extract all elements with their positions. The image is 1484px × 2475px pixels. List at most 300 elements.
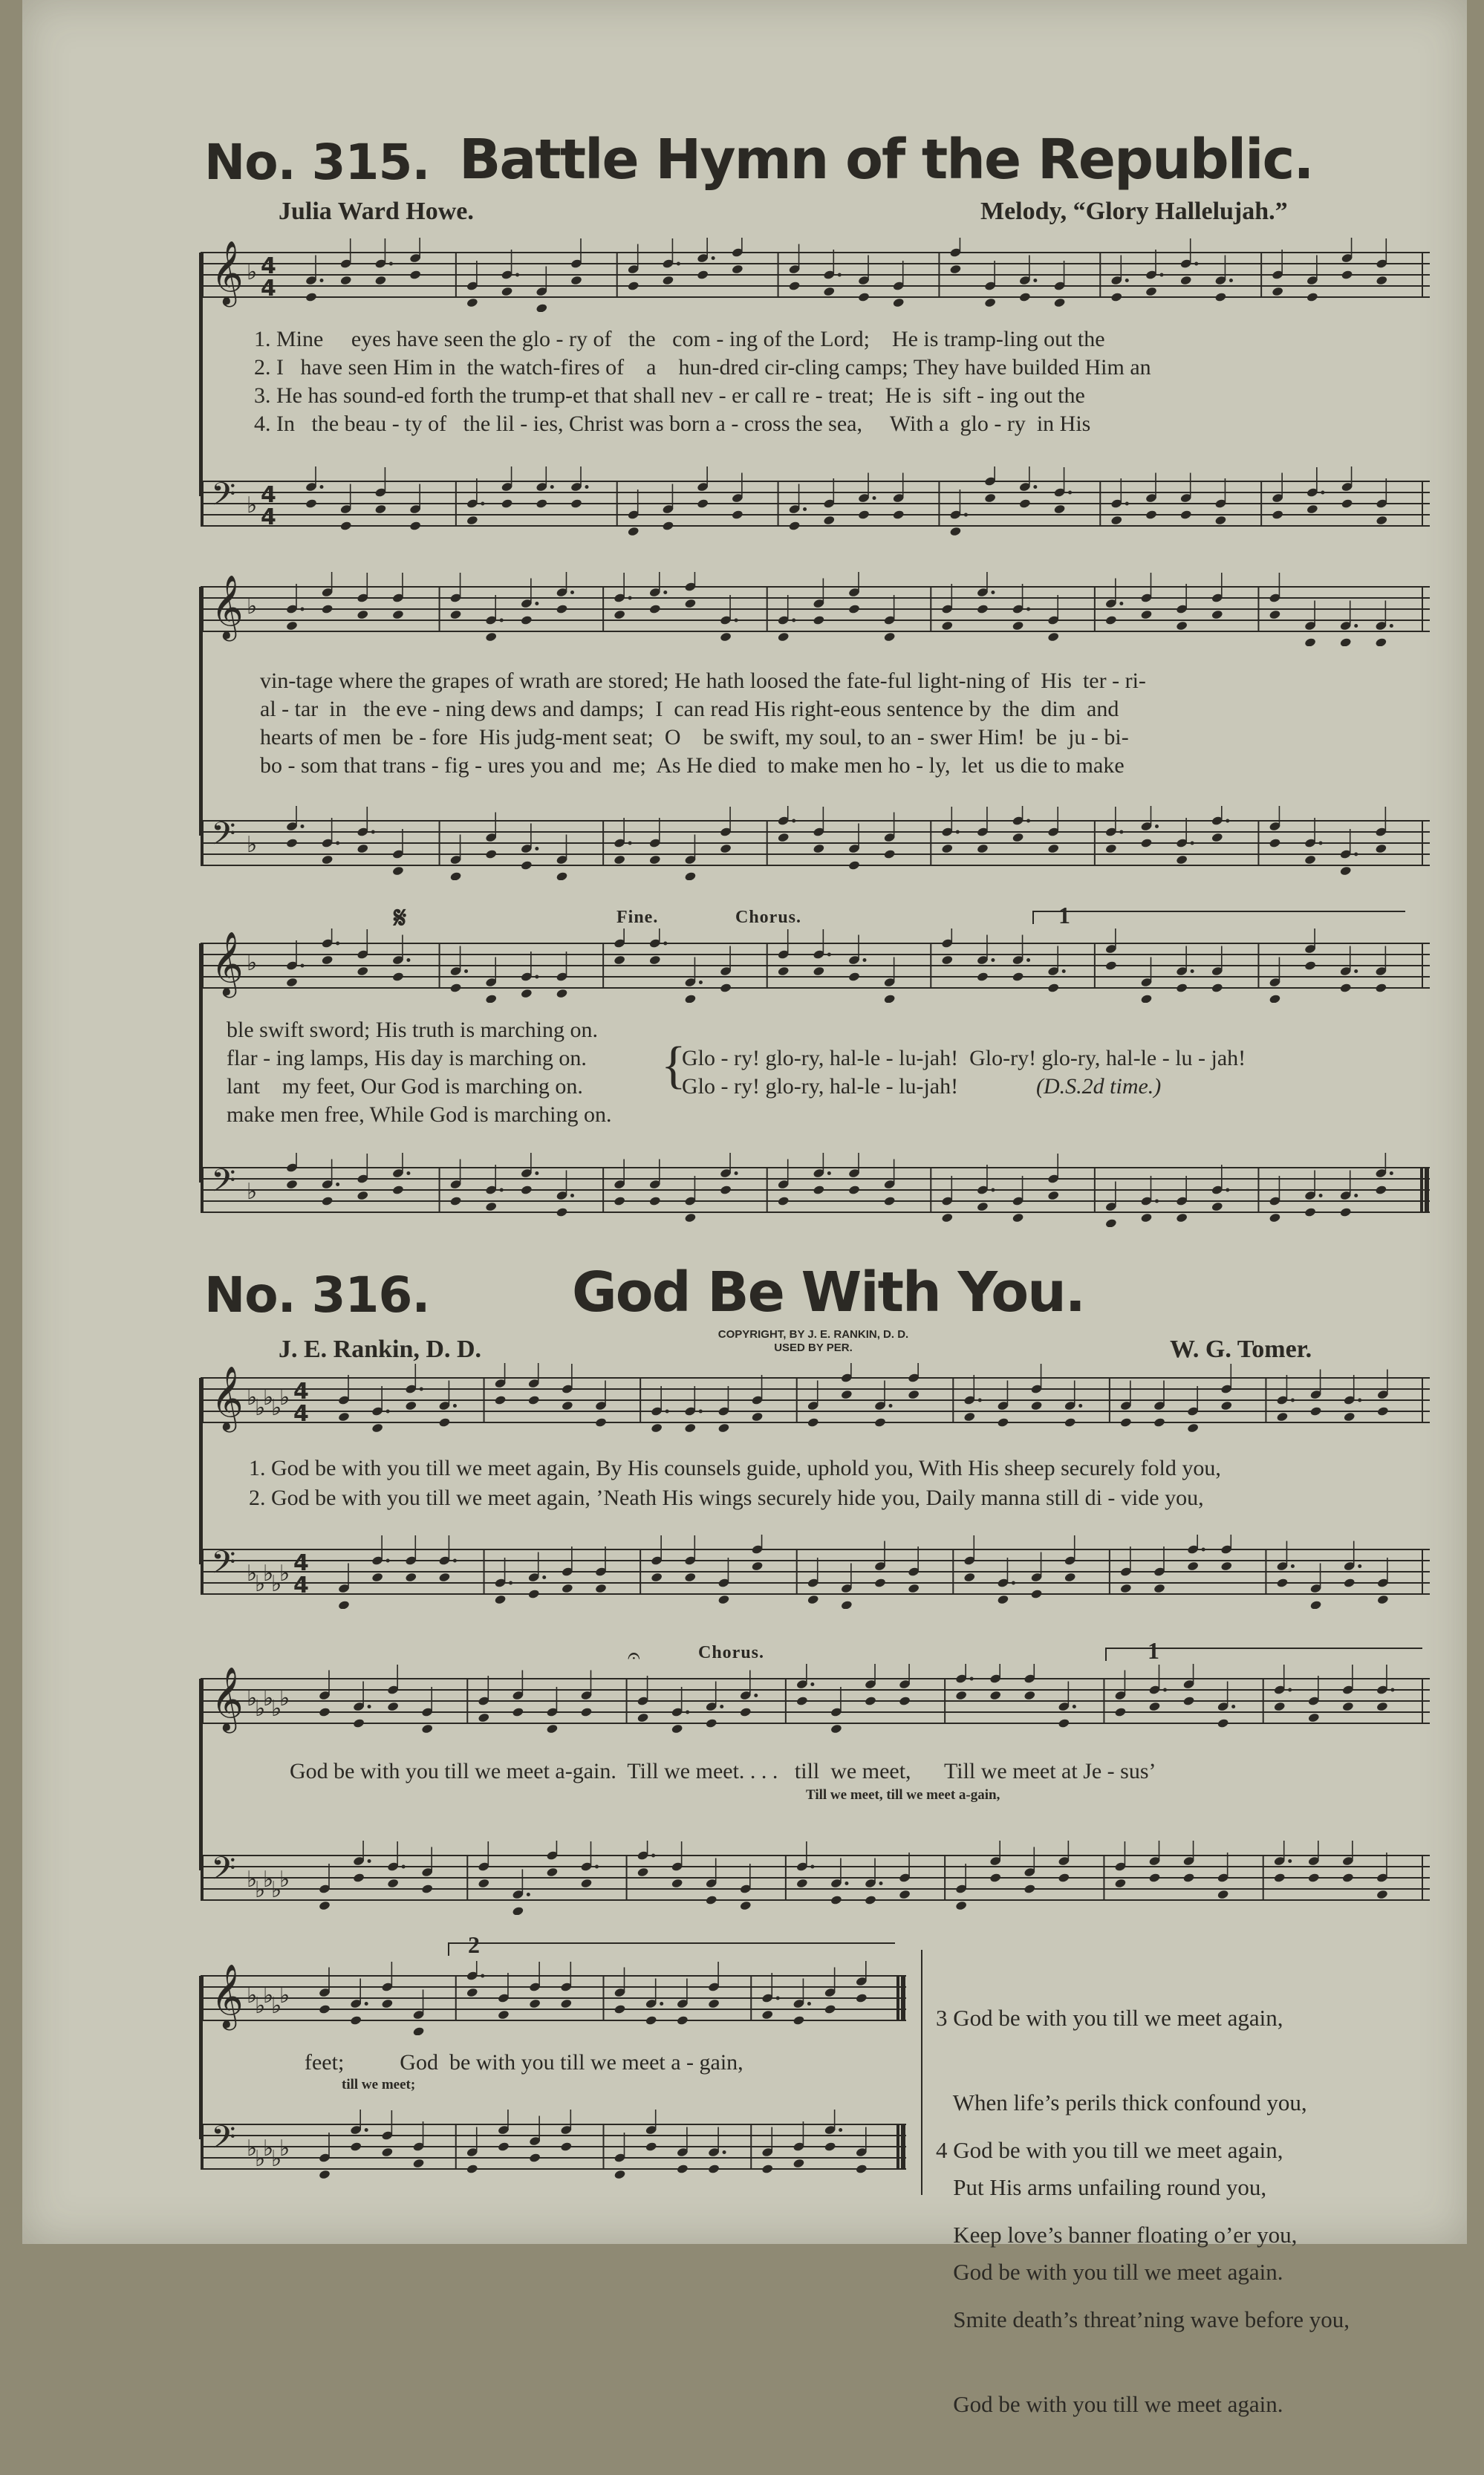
hymn-316-sys3-lyric: feet; God be with you till we meet a - gain, [305, 2050, 743, 2075]
dot [1226, 819, 1229, 823]
stanza-4-line-2: Keep love’s banner floating o’er you, [936, 2222, 1298, 2248]
note-head [1375, 843, 1387, 853]
dot [677, 262, 680, 266]
hymn-315-sys2-verse4: bo - som that trans - fig - ures you and me; As He died to make men ho - ly, let us die to make [260, 753, 1125, 778]
note-head [941, 954, 954, 965]
note-head [527, 1589, 540, 1599]
dot [1354, 624, 1358, 628]
dot [1354, 1194, 1358, 1197]
dot [1033, 485, 1037, 489]
flat-icon: ♭ [247, 1867, 258, 1893]
note-head [648, 854, 661, 865]
dot [1390, 624, 1393, 628]
dot [735, 1171, 738, 1175]
note-head [1064, 1417, 1076, 1428]
note-head [717, 1422, 730, 1433]
note-head [449, 871, 462, 880]
note-head [321, 954, 333, 965]
dot [1119, 830, 1123, 834]
note-head [1023, 1690, 1036, 1700]
note-head [357, 843, 369, 853]
staff-svg [201, 238, 1430, 312]
music-staff [201, 1841, 1430, 1915]
note-head [883, 849, 896, 859]
dot [1390, 1171, 1393, 1175]
note-head [977, 972, 989, 982]
note-head [1012, 620, 1024, 631]
flat-icon: ♭ [255, 1993, 266, 2019]
note-head [570, 275, 583, 285]
note-head [529, 1998, 541, 2009]
note-head [1140, 994, 1153, 1003]
note-head [512, 1707, 524, 1717]
note-head [1273, 1873, 1286, 1883]
note-head [1377, 1406, 1390, 1417]
note-head [989, 1690, 1002, 1700]
note-head [708, 1998, 720, 2009]
note-head [1272, 510, 1284, 520]
hymn-315-sys1-verse4: 4. In the beau - ty of the lil - ies, Christ was born a - cross the sea, With a glo - ry in His [254, 412, 1091, 436]
note-head [997, 1417, 1009, 1428]
note-head [1047, 843, 1060, 853]
note-head [984, 297, 997, 308]
note-head [580, 1878, 593, 1888]
dot [1291, 1564, 1295, 1568]
note-head [751, 1561, 764, 1571]
flat-icon: ♭ [263, 1867, 274, 1893]
staff-svg [201, 1961, 906, 2035]
note-head [614, 2169, 626, 2179]
note-head [892, 297, 905, 308]
dot [663, 591, 667, 594]
dot [991, 958, 995, 962]
note-head [1217, 1889, 1229, 1899]
note-head [387, 1878, 400, 1888]
note-head [796, 1696, 809, 1706]
dot [660, 2002, 663, 2006]
note-head [1220, 1400, 1233, 1411]
note-head [697, 270, 709, 280]
note-head [637, 1867, 649, 1877]
bass-clef-icon: 𝄢 [211, 1544, 236, 1589]
note-head [997, 1594, 1009, 1604]
first-ending-bracket [1032, 911, 1405, 924]
note-head [286, 1179, 299, 1189]
note-head [720, 843, 732, 853]
flat-icon: ♭ [263, 1685, 274, 1711]
dot [1390, 1688, 1394, 1692]
note-head [353, 1718, 365, 1728]
time-signature: 4 [261, 482, 276, 508]
note-head [319, 2169, 331, 2179]
note-head [412, 2026, 425, 2035]
dot [595, 1865, 599, 1869]
note-head [392, 865, 405, 876]
hymn-315-sys3-verse3: lant my feet, Our God is marching on. [227, 1074, 583, 1099]
hymnal-page [22, 0, 1467, 2417]
hymn-315-sys3-verse1: ble swift sword; His truth is marching on. [227, 1018, 598, 1042]
note-head [1120, 1417, 1133, 1428]
music-staff [201, 1363, 1430, 1437]
flat-icon: ♭ [247, 1685, 258, 1711]
note-head [848, 1185, 861, 1195]
note-head [1182, 1696, 1195, 1706]
note-head [1140, 609, 1153, 619]
note-head [1114, 1878, 1127, 1888]
dot [873, 496, 876, 500]
hymn-316-chorus-label: Chorus. [698, 1643, 765, 1662]
flat-icon: ♭ [255, 1877, 266, 1903]
note-head [949, 264, 962, 274]
dot [699, 1410, 703, 1414]
note-head [339, 275, 352, 285]
dot [1291, 1399, 1295, 1402]
note-head [338, 1411, 351, 1422]
hymn-316-number: No. 316. [204, 1266, 430, 1324]
dot [1319, 1194, 1323, 1197]
note-head [405, 1572, 417, 1582]
dot [1194, 262, 1198, 266]
note-head [720, 983, 732, 993]
note-head [1140, 838, 1153, 848]
note-head [697, 498, 709, 509]
stanza-4 [936, 2080, 1350, 2475]
note-head [1375, 637, 1387, 646]
note-head [963, 1572, 976, 1582]
note-head [527, 1395, 540, 1405]
note-head [381, 1998, 394, 2009]
dot [500, 619, 504, 622]
dot [1319, 842, 1323, 845]
dot [535, 975, 538, 979]
dot [1288, 1688, 1292, 1692]
dot [336, 1183, 339, 1186]
note-head [412, 2158, 425, 2168]
chorus-brace: { [661, 1037, 686, 1094]
note-head [371, 1572, 384, 1582]
note-head [1304, 1207, 1317, 1217]
note-head [1176, 983, 1188, 993]
note-head [305, 498, 318, 509]
note-head [684, 871, 697, 880]
note-head [1030, 1400, 1043, 1411]
flat-icon: ♭ [247, 2136, 258, 2162]
note-head [1176, 1212, 1188, 1223]
dot [365, 2128, 368, 2132]
hymn-316-author: J. E. Rankin, D. D. [279, 1336, 482, 1363]
note-head [627, 281, 640, 291]
note-head [536, 498, 548, 509]
note-head [421, 1884, 434, 1894]
note-head [357, 1190, 369, 1200]
staff-svg [201, 928, 1430, 1003]
note-head [321, 854, 333, 865]
dot [1026, 608, 1030, 611]
note-head [1376, 515, 1388, 525]
flat-icon: ♭ [263, 1561, 274, 1587]
flat-icon: ♭ [255, 1696, 266, 1722]
note-head [614, 954, 626, 965]
music-staff [201, 238, 1430, 312]
flat-icon: ♭ [263, 1385, 274, 1411]
stanza-3-line-1: 3 God be with you till we meet again, [936, 2005, 1283, 2031]
note-head [908, 1583, 920, 1593]
dot [1191, 969, 1194, 973]
system-bracket [199, 943, 203, 1183]
note-head [1140, 1212, 1153, 1223]
dot [481, 1974, 484, 1978]
note-head [1375, 983, 1387, 993]
treble-clef-icon: 𝄞 [211, 1964, 244, 2028]
hymn-316-sys1-verse1: 1. God be with you till we meet again, By His counsels guide, uphold you, With His sheep securely fold you, [249, 1456, 1221, 1480]
dot [406, 958, 410, 962]
dot [535, 1171, 538, 1175]
dot [810, 1865, 814, 1869]
note-head [286, 620, 299, 631]
note-head [1304, 854, 1317, 865]
dot [301, 608, 305, 611]
dot [1012, 1581, 1015, 1585]
dot [1229, 279, 1233, 282]
note-head [381, 2147, 394, 2157]
note-head [1105, 960, 1118, 971]
note-head [1179, 275, 1192, 285]
hymn-315-sys1-verse1: 1. Mine eyes have seen the glo - ry of the com - ing of the Lord; He is tramp-ling out the [254, 327, 1105, 351]
note-head [1012, 832, 1024, 842]
note-head [813, 843, 825, 853]
note-head [286, 838, 299, 848]
note-head [648, 604, 661, 614]
dot [889, 1404, 893, 1408]
note-head [684, 598, 697, 608]
note-head [824, 2004, 836, 2014]
system-bracket [199, 587, 203, 836]
note-head [319, 1707, 331, 1717]
note-head [438, 1572, 451, 1582]
note-head [371, 1422, 384, 1433]
note-head [651, 1572, 663, 1582]
dot [386, 1410, 390, 1414]
dot [1155, 1200, 1159, 1203]
note-head [512, 1906, 524, 1915]
note-head [1309, 1600, 1322, 1609]
note-head [1341, 498, 1353, 509]
system-bracket [199, 253, 203, 496]
note-head [677, 2164, 689, 2174]
dot [844, 1882, 848, 1885]
dot [1354, 853, 1358, 856]
note-head [984, 492, 997, 503]
dot [1155, 825, 1159, 828]
hymn-315-sys1-verse3: 3. He has sound-ed forth the trump-et that shall nev - er call re - treat; He is sift - ing out the [254, 383, 1085, 408]
hymn-315-sys2-verse3: hearts of men be - fore His judg-ment seat; O be swift, my soul, to an - swer Him! be ju - bi- [260, 725, 1129, 749]
music-staff [201, 806, 1430, 880]
note-head [562, 1400, 574, 1411]
note-head [684, 1212, 697, 1223]
hymn-315-sys1-verse2: 2. I have seen Him in the watch-fires of a hun-dred cir-cling camps; They have builded Him an [254, 355, 1151, 380]
note-head [1148, 1701, 1161, 1711]
note-head [813, 615, 825, 625]
note-head [449, 609, 462, 619]
note-head [892, 510, 905, 520]
flat-icon: ♭ [247, 950, 258, 976]
note-head [830, 1895, 843, 1905]
treble-clef-icon: 𝄞 [211, 575, 244, 639]
note-head [485, 849, 498, 859]
stanza-3-line-3: Put His arms unfailing round you, [936, 2174, 1267, 2200]
bass-clef-icon: 𝄢 [211, 2119, 236, 2164]
note-head [813, 966, 825, 976]
note-head [546, 1723, 559, 1734]
hymn-315-melody: Melody, “Glory Hallelujah.” [980, 198, 1288, 225]
dot [585, 485, 589, 489]
dot [991, 1188, 995, 1192]
dot [1125, 279, 1129, 282]
dot [1068, 491, 1072, 495]
dot [453, 1559, 457, 1563]
note-head [1110, 515, 1123, 525]
note-head [908, 1389, 920, 1399]
note-head [1114, 1707, 1127, 1717]
note-head [732, 510, 744, 520]
note-head [1341, 270, 1353, 280]
note-head [1376, 1701, 1389, 1711]
note-head [614, 2004, 626, 2014]
stanza-divider [921, 1950, 922, 2195]
music-staff [201, 2110, 906, 2184]
note-head [883, 1196, 896, 1206]
note-head [1342, 1873, 1355, 1883]
note-head [1339, 1207, 1352, 1217]
dot [1073, 1705, 1076, 1708]
note-head [1030, 1589, 1043, 1599]
staff-svg [201, 2110, 906, 2184]
flat-icon: ♭ [279, 2136, 290, 2162]
note-head [1053, 504, 1066, 514]
flat-icon: ♭ [271, 1696, 282, 1722]
music-staff [201, 1153, 1430, 1227]
dot [1062, 969, 1066, 973]
note-head [556, 1207, 568, 1217]
first-ending-number: 1 [1058, 902, 1071, 928]
dot [464, 969, 468, 973]
note-head [1110, 292, 1123, 302]
note-head [941, 843, 954, 853]
hymn-316-sys2-lyric: God be with you till we meet a-gain. Till we meet. . . . till we meet, Till we meet at Je - sus’ [290, 1759, 1156, 1783]
note-head [807, 1594, 819, 1604]
hymn-315-title: Battle Hymn of the Republic. [459, 128, 1313, 192]
note-head [1187, 1422, 1200, 1433]
dot [1026, 819, 1030, 823]
note-head [1375, 1185, 1387, 1195]
note-head [1217, 1718, 1229, 1728]
note-head [614, 609, 626, 619]
note-head [498, 2009, 510, 2020]
note-head [858, 510, 870, 520]
flat-icon: ♭ [271, 1877, 282, 1903]
copyright-note [661, 1328, 966, 1355]
time-signature: 4 [293, 1550, 309, 1576]
note-head [1145, 510, 1158, 520]
dot [827, 953, 831, 957]
flat-icon: ♭ [247, 1385, 258, 1411]
time-signature: 4 [293, 1573, 309, 1598]
hymn-315-number: No. 315. [204, 134, 430, 191]
dot [839, 2128, 842, 2132]
note-head [321, 604, 333, 614]
music-staff [201, 928, 1430, 1003]
hymn-315-sys3-verse4: make men free, While God is marching on. [227, 1102, 612, 1127]
dot [320, 279, 324, 282]
note-head [498, 2141, 510, 2152]
treble-clef-icon: 𝄞 [211, 241, 244, 305]
dot [863, 958, 867, 962]
dot [1288, 1859, 1292, 1863]
staff-svg [201, 806, 1430, 880]
chorus-line-2: Glo - ry! glo-ry, hal-le - lu-jah! [682, 1074, 959, 1099]
note-head [350, 2015, 362, 2026]
note-head [1307, 1712, 1320, 1723]
dot [1358, 1564, 1361, 1568]
note-head [353, 1873, 365, 1883]
note-head [1153, 1417, 1166, 1428]
dot [1033, 279, 1037, 282]
dot [735, 619, 738, 622]
stanza-4-line-3: Smite death’s threat’ning wave before you, [936, 2306, 1350, 2332]
note-head [1182, 1873, 1195, 1883]
note-head [1153, 1583, 1166, 1593]
dot [336, 942, 339, 946]
dot [651, 1854, 655, 1858]
chorus-label: Chorus. [735, 908, 802, 927]
bass-clef-icon: 𝄢 [211, 816, 236, 860]
note-head [466, 515, 479, 525]
flat-icon: ♭ [279, 1561, 290, 1587]
treble-clef-icon: 𝄞 [211, 1366, 244, 1430]
hymn-316-composer: W. G. Tomer. [1170, 1336, 1312, 1363]
note-head [319, 2004, 331, 2014]
note-head [357, 966, 369, 976]
note-head [438, 1417, 451, 1428]
flat-icon: ♭ [247, 492, 258, 518]
note-head [1307, 1873, 1320, 1883]
flat-icon: ♭ [247, 259, 258, 285]
dot [301, 825, 305, 828]
hymn-316-ending-2: 2 [468, 1931, 481, 1958]
note-head [788, 521, 801, 531]
note-head [1058, 1718, 1070, 1728]
dot [776, 1997, 780, 2000]
dot [368, 1705, 371, 1708]
note-head [708, 2164, 720, 2174]
note-head [823, 286, 836, 296]
time-signature: 4 [261, 504, 276, 530]
system-bracket [199, 1679, 203, 1870]
music-staff [201, 1535, 1430, 1609]
dot [1231, 1705, 1235, 1708]
note-head [1306, 504, 1319, 514]
dot [810, 1682, 814, 1686]
note-head [865, 1895, 877, 1905]
note-head [883, 631, 896, 642]
flat-icon: ♭ [279, 1867, 290, 1893]
flat-icon: ♭ [263, 1983, 274, 2009]
dot [535, 847, 538, 851]
note-head [560, 2141, 573, 2152]
note-head [392, 609, 405, 619]
flat-icon: ♭ [255, 2146, 266, 2172]
dot [500, 1188, 504, 1192]
